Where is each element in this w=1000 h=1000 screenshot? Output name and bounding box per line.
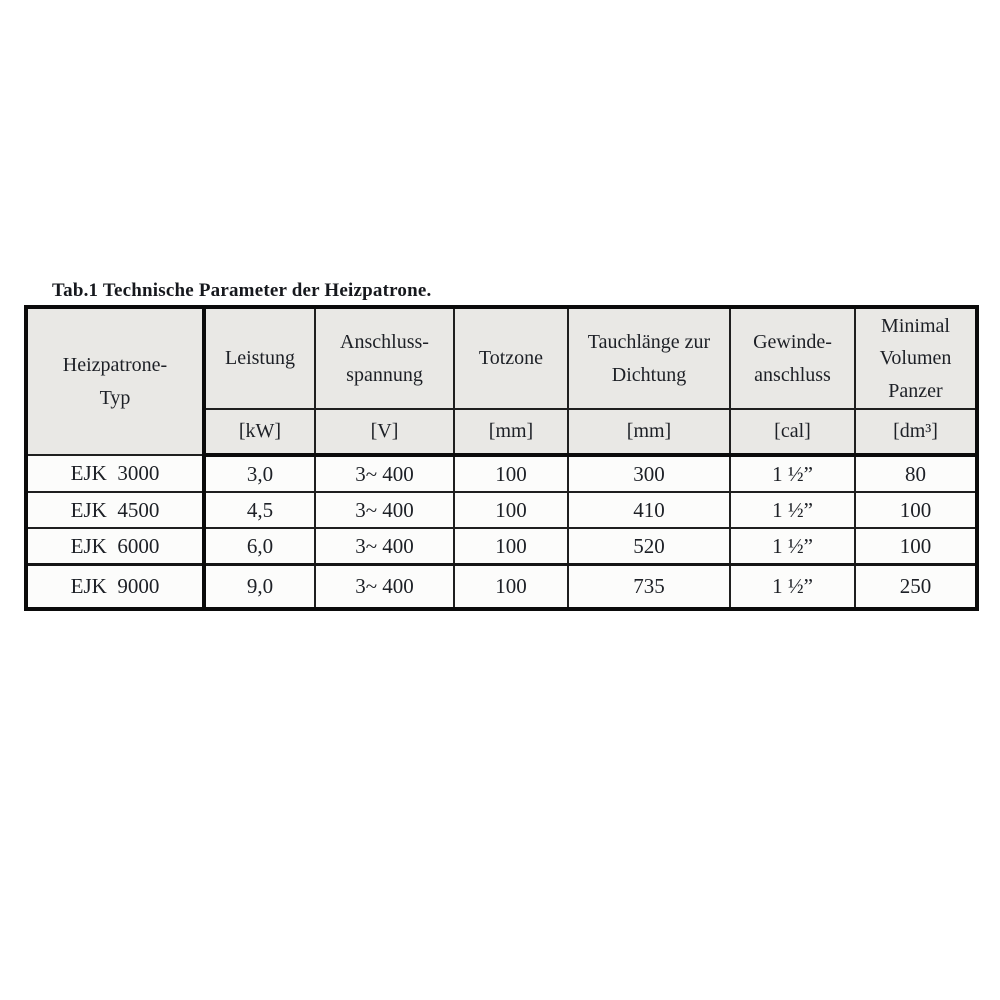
cell-tauchlaenge: 300 <box>568 455 730 492</box>
cell-spannung: 3~ 400 <box>315 492 454 528</box>
header-row-names <box>26 307 977 409</box>
cell-leistung: 9,0 <box>204 565 315 610</box>
cell-volumen: 250 <box>855 565 977 610</box>
cell-typ: EJK 3000 <box>26 455 204 492</box>
header-line: Anschluss- <box>340 331 429 354</box>
cell-totzone: 100 <box>454 492 568 528</box>
column-header-leistung <box>204 307 315 409</box>
unit-mm-tauchlaenge: [mm] <box>568 409 730 455</box>
cell-typ: EJK 9000 <box>26 565 204 610</box>
header-line: Totzone <box>478 347 544 370</box>
unit-cal: [cal] <box>730 409 855 455</box>
cell-gewinde: 1 ½” <box>730 492 855 528</box>
cell-tauchlaenge: 410 <box>568 492 730 528</box>
cell-tauchlaenge: 520 <box>568 528 730 565</box>
cell-totzone: 100 <box>454 528 568 565</box>
cell-leistung: 6,0 <box>204 528 315 565</box>
unit-dm3: [dm³] <box>855 409 977 455</box>
header-line: Dichtung <box>611 363 687 386</box>
column-header-totzone <box>454 307 568 409</box>
cell-leistung: 4,5 <box>204 492 315 528</box>
cell-spannung: 3~ 400 <box>315 528 454 565</box>
header-line: Gewinde- <box>753 331 832 354</box>
cell-tauchlaenge: 735 <box>568 565 730 610</box>
cell-typ: EJK 4500 <box>26 492 204 528</box>
table-row-ejk-9000 <box>26 565 977 610</box>
unit-mm-totzone: [mm] <box>454 409 568 455</box>
table-row-ejk-4500 <box>26 492 977 528</box>
header-line: Heizpatrone- <box>62 354 168 377</box>
cell-leistung: 3,0 <box>204 455 315 492</box>
page-title: Tab.1 Technische Parameter der Heizpatrone. <box>52 280 432 301</box>
cell-totzone: 100 <box>454 455 568 492</box>
header-line: Volumen <box>879 347 952 370</box>
technical-parameters-table <box>24 305 979 611</box>
column-header-anschlussspannung <box>315 307 454 409</box>
header-line: Minimal <box>881 314 950 337</box>
table-row-ejk-6000 <box>26 528 977 565</box>
column-header-gewindeanschluss <box>730 307 855 409</box>
column-header-heizpatrone-typ <box>26 307 204 455</box>
cell-gewinde: 1 ½” <box>730 565 855 610</box>
cell-volumen: 100 <box>855 528 977 565</box>
unit-v: [V] <box>315 409 454 455</box>
cell-typ: EJK 6000 <box>26 528 204 565</box>
header-line: Typ <box>99 386 131 409</box>
table-container <box>24 305 979 611</box>
header-line: spannung <box>346 363 423 386</box>
unit-kw: [kW] <box>204 409 315 455</box>
column-header-tauchlaenge <box>568 307 730 409</box>
cell-spannung: 3~ 400 <box>315 455 454 492</box>
table-row-ejk-3000 <box>26 455 977 492</box>
header-line: anschluss <box>754 363 831 386</box>
cell-gewinde: 1 ½” <box>730 528 855 565</box>
cell-totzone: 100 <box>454 565 568 610</box>
header-line: Tauchlänge zur <box>587 331 711 354</box>
cell-spannung: 3~ 400 <box>315 565 454 610</box>
header-line: Leistung <box>225 347 295 370</box>
cell-gewinde: 1 ½” <box>730 455 855 492</box>
cell-volumen: 100 <box>855 492 977 528</box>
cell-volumen: 80 <box>855 455 977 492</box>
header-line: Panzer <box>888 379 943 402</box>
column-header-minimal-volumen-panzer <box>855 307 977 409</box>
